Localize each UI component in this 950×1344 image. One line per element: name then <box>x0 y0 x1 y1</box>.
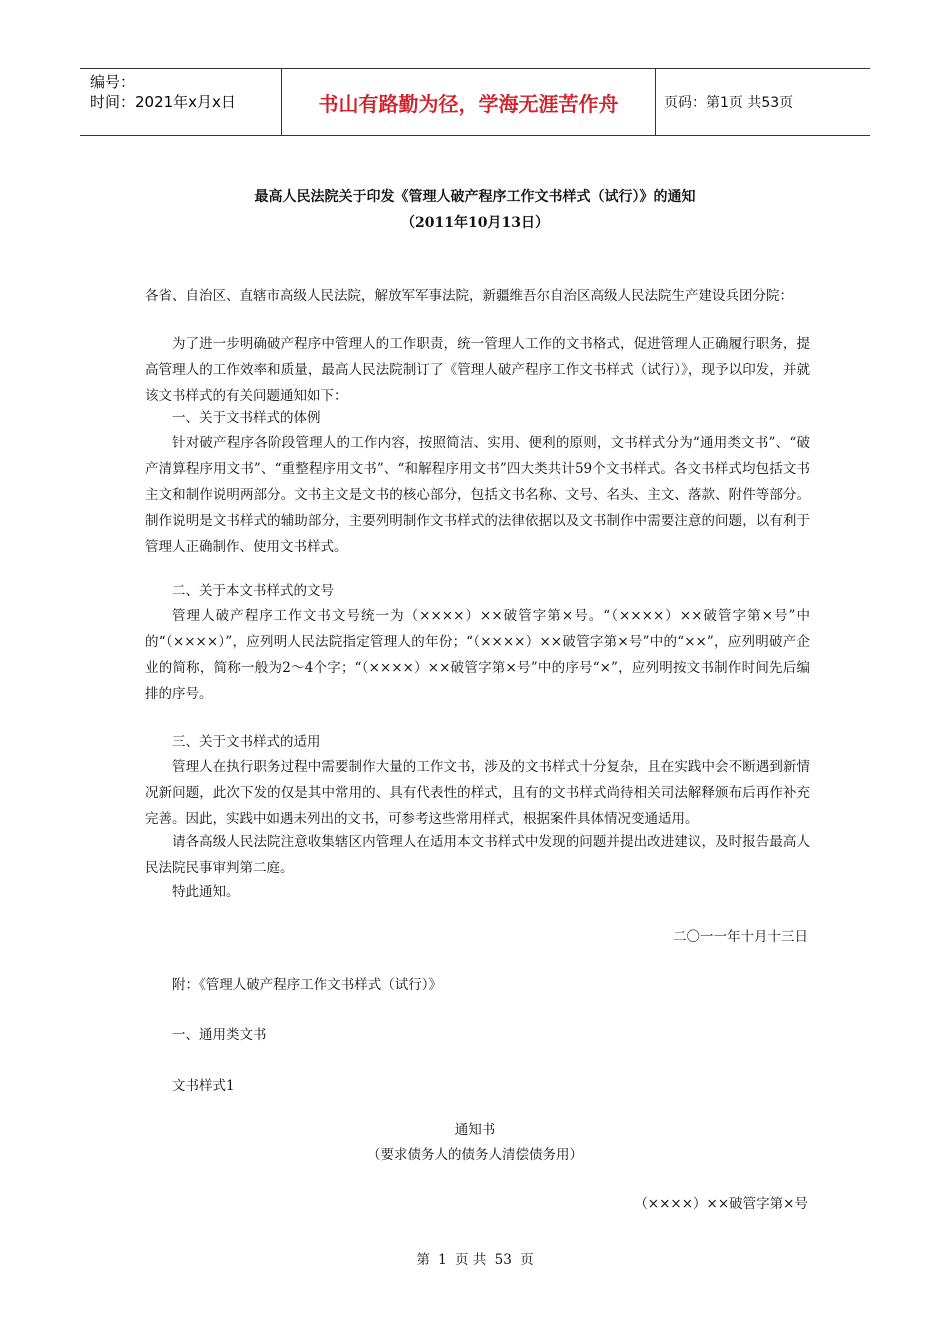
category-heading: 一、通用类文书 <box>172 1027 267 1043</box>
header-slogan: 书山有路勤为径，学海无涯苦作舟 <box>282 69 656 135</box>
section1-body: 针对破产程序各阶段管理人的工作内容，按照简洁、实用、便利的原则，文书样式分为“通用类文书”、“破产清算程序用文书”、“重整程序用文书”、“和解程序用文书”四大类共计59个文书样式。各文书样式均包括文书主文和制作说明两部分。文书主文是文书的核心部分，包括文书名称、文号、名头、主文、落款、附件等部分。制作说明是文书样式的辅助部分，主要列明制作文书样式的法律依据以及文书制作中需要注意的问题，以有利于管理人正确制作、使用文书样式。 <box>145 435 810 555</box>
header-number: 编号： <box>90 73 136 91</box>
footer-prefix: 第 <box>416 1252 430 1268</box>
document-header <box>80 68 870 136</box>
page-footer <box>0 1248 950 1268</box>
document-number: （××××）××破管字第×号 <box>634 1196 808 1212</box>
signature-date: 二〇一一年十月十三日 <box>673 929 808 945</box>
closing-line: 特此通知。 <box>172 884 240 900</box>
footer-total-pages: 53 <box>494 1252 512 1268</box>
section2-heading: 二、关于本文书样式的文号 <box>172 583 334 599</box>
attachment-line: 附：《管理人破产程序工作文书样式（试行）》 <box>172 977 442 993</box>
header-meta <box>80 69 282 135</box>
header-page-info: 页码：第1页 共53页 <box>664 95 794 111</box>
document-title: 最高人民法院关于印发《管理人破产程序工作文书样式（试行）》的通知 <box>254 189 696 205</box>
footer-page-number: 1 <box>438 1252 447 1268</box>
request-paragraph: 请各高级人民法院注意收集辖区内管理人在适用本文书样式中发现的问题并提出改进建议，及时报告最高人民法院民事审判第二庭。 <box>145 834 810 876</box>
section3-body: 管理人在执行职务过程中需要制作大量的工作文书，涉及的文书样式十分复杂，且在实践中会不断遇到新情况新问题，此次下发的仅是其中常用的、具有代表性的样式，且有的文书样式尚待相关司法解释颁布后再作补充完善。因此，实践中如遇未列出的文书，可参考这些常用样式，根据案件具体情况变通适用。 <box>145 759 810 827</box>
footer-suffix: 页 <box>520 1252 534 1268</box>
header-time: 时间：2021年x月x日 <box>90 93 236 111</box>
document-date-line: （2011年10月13日） <box>401 215 549 231</box>
intro-paragraph: 为了进一步明确破产程序中管理人的工作职责，统一管理人工作的文书格式，促进管理人正确履行职务，提高管理人的工作效率和质量，最高人民法院制订了《管理人破产程序工作文书样式（试行）》，现予以印发，并就该文书样式的有关问题通知如下： <box>145 336 810 404</box>
addressee-paragraph: 各省、自治区、直辖市高级人民法院，解放军军事法院，新疆维吾尔自治区高级人民法院生产建设兵团分院： <box>145 288 793 304</box>
section3-heading: 三、关于文书样式的适用 <box>172 734 321 750</box>
sample-label: 文书样式1 <box>172 1078 235 1094</box>
notice-title: 通知书 <box>454 1122 496 1138</box>
footer-middle: 页 共 <box>455 1252 487 1268</box>
section1-heading: 一、关于文书样式的体例 <box>172 410 321 426</box>
notice-subtitle: （要求债务人的债务人清偿债务用） <box>367 1147 583 1163</box>
section2-body: 管理人破产程序工作文书文号统一为（××××）××破管字第×号。“（××××）××破管字第×号”中的“（××××）”，应列明人民法院指定管理人的年份；“（××××）××破管字第×号”中的“××”，应列明破产企业的简称，简称一般为2～4个字；“（××××）××破管字第×号”中的序号“×”，应列明按文书制作时间先后编排的序号。 <box>145 608 810 702</box>
